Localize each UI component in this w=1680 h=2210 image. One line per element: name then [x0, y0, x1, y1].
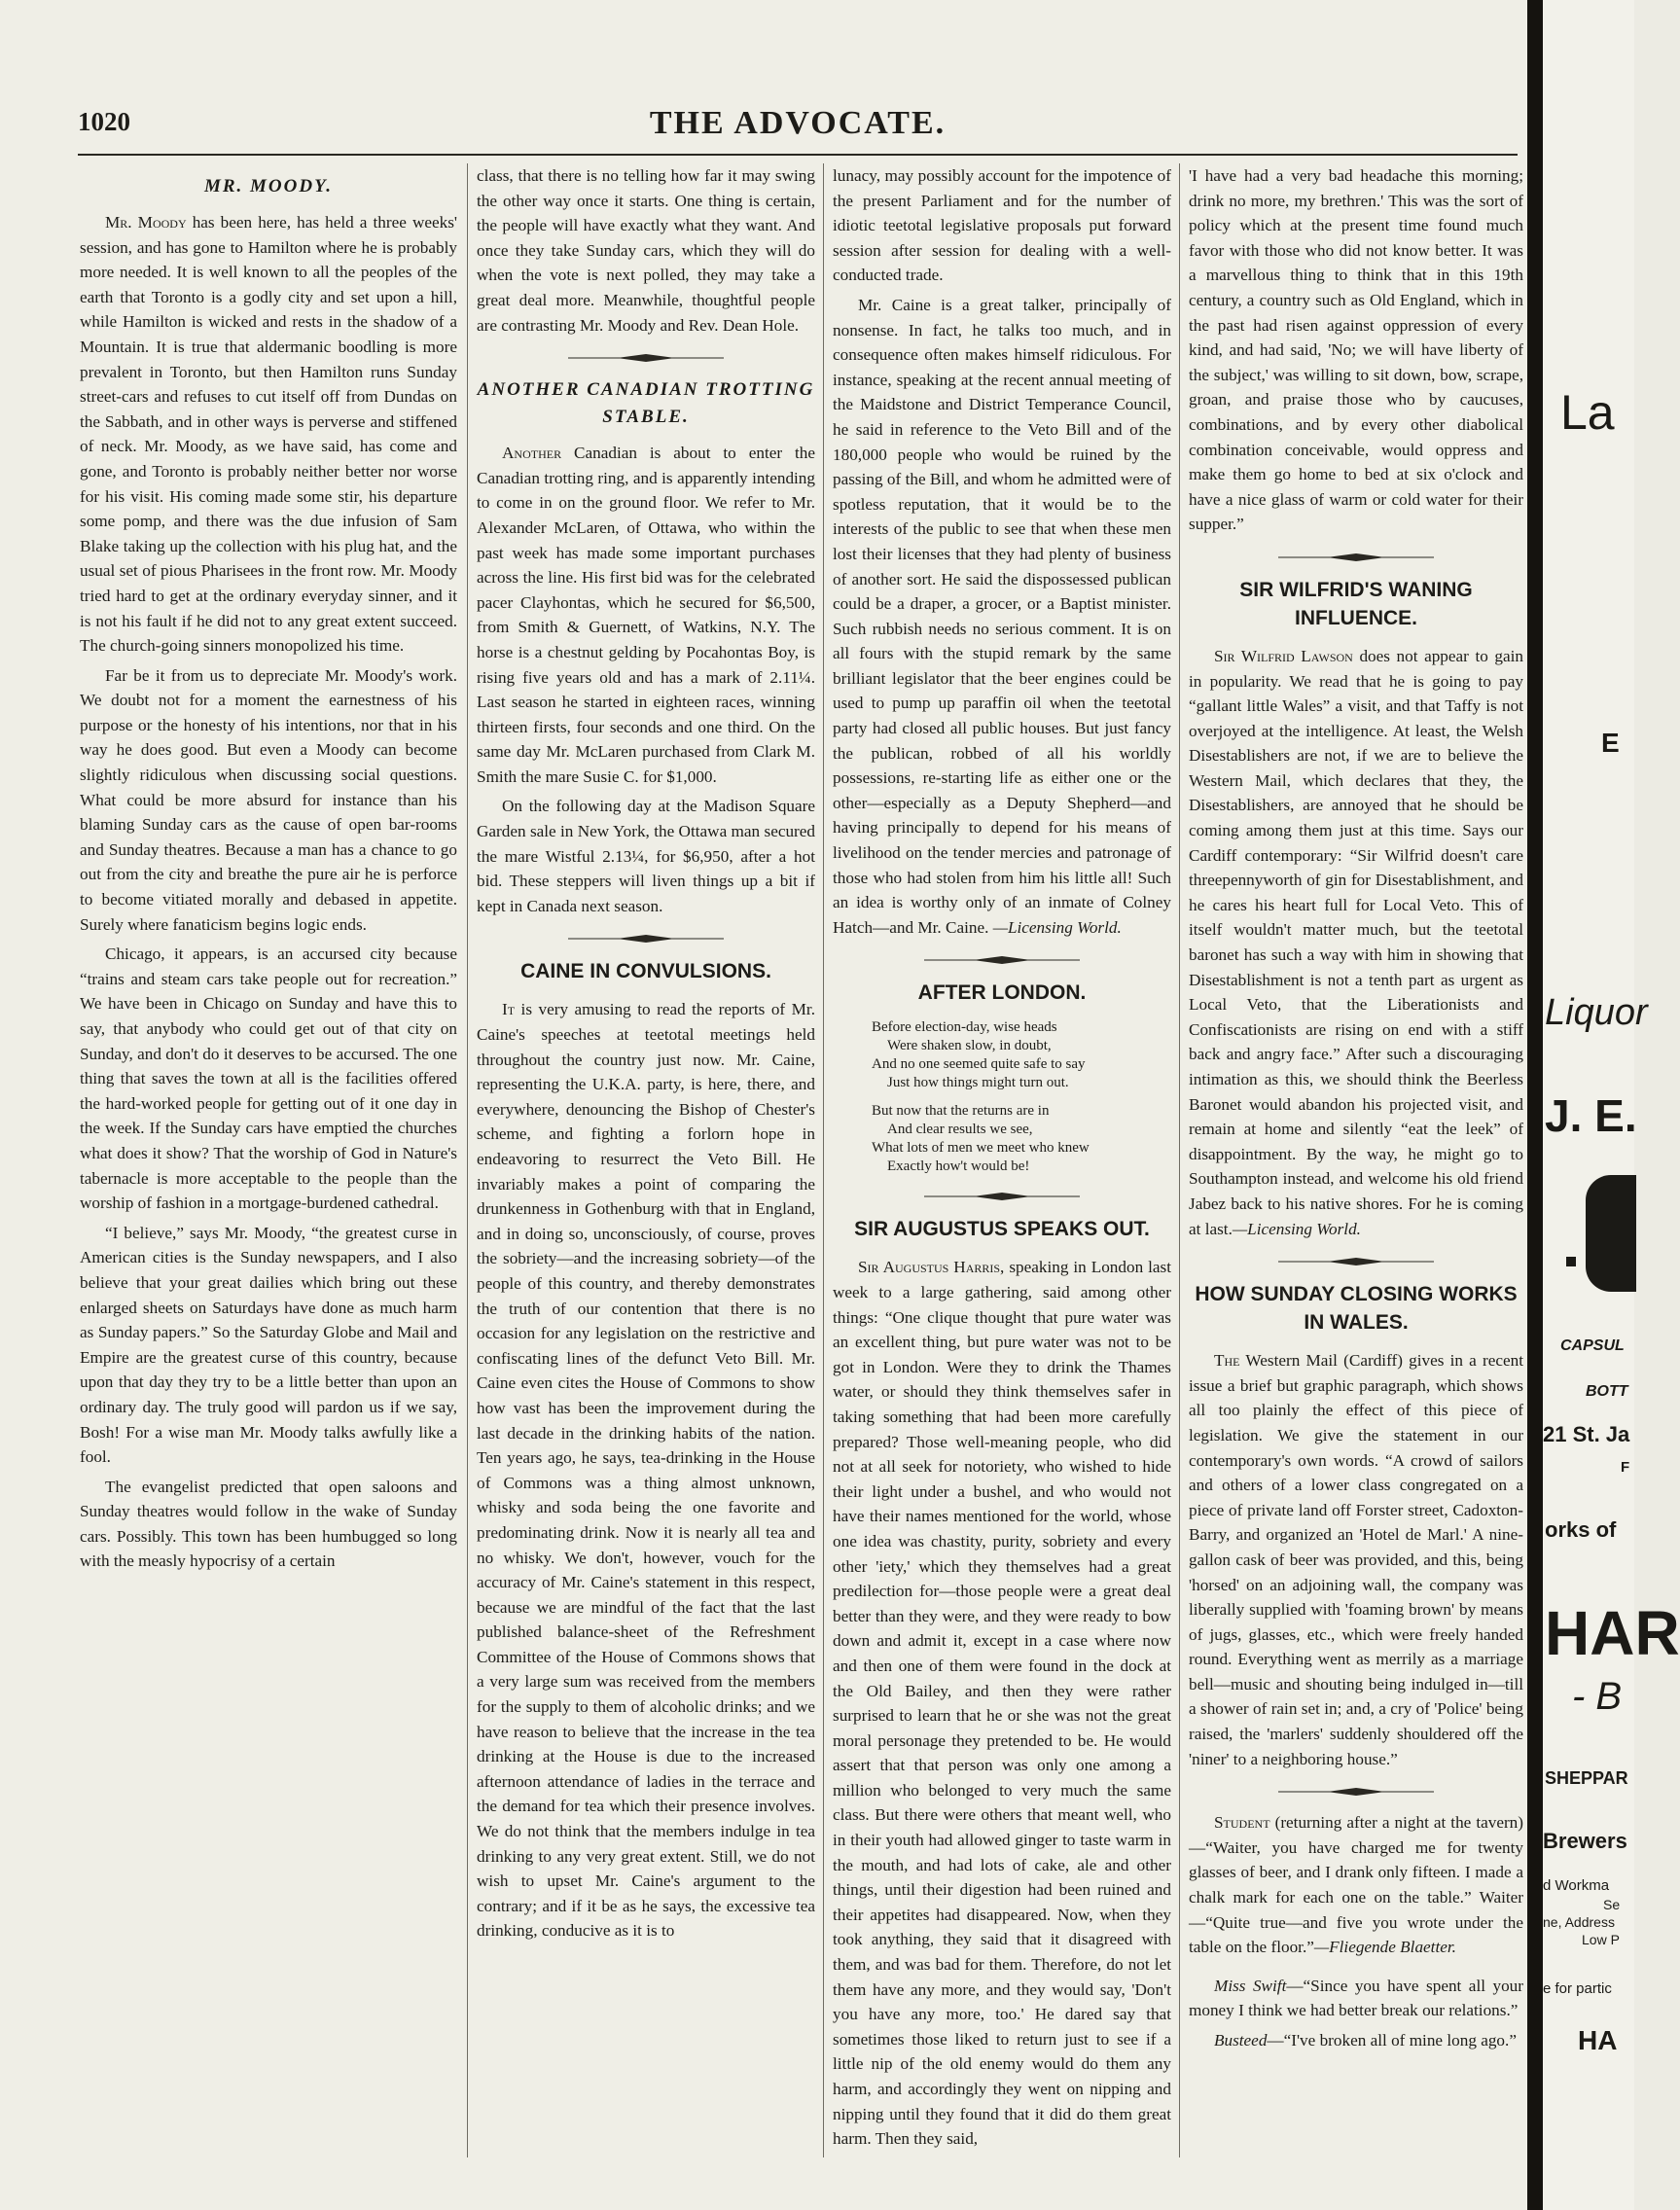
masthead-title: THE ADVOCATE. [649, 105, 947, 141]
article-continuation: lunacy, may possibly account for the impotence of the present Parliament and for the number of idiotic teetotal legislative proposals put forward session after session for dealing with a well-conducted trade. [833, 166, 1171, 285]
adjacent-text: BOTT [1586, 1383, 1628, 1400]
poem-line: What lots of men we meet who knew [872, 1140, 1090, 1157]
page-number: 1020 [78, 107, 130, 136]
section-ornament [1278, 552, 1434, 562]
article-paragraph: On the following day at the Madison Square Garden sale in New York, the Ottawa man secured the mare Wistful 2.13¼, for $6,950, after a hot bid. These steppers will liven things up a bit if kept in Canada next season. [477, 797, 815, 915]
adjacent-dark-shape [1586, 1175, 1636, 1292]
lead-words: Mr. Moody [105, 213, 187, 232]
article-heading-trotting-stable: ANOTHER CANADIAN TROTTING STABLE. [477, 379, 815, 428]
source-credit: —Licensing World. [992, 917, 1122, 937]
adjacent-text: Brewers [1543, 1829, 1627, 1853]
poem-line: Just how things might turn out. [887, 1075, 1069, 1091]
binding-gutter [1527, 0, 1543, 2210]
poem-line: Before election-day, wise heads [872, 1019, 1057, 1036]
lead-words: Miss Swift [1214, 1976, 1287, 1995]
article-paragraph: Mr. Moody has been here, has held a three weeks' session, and has gone to Hamilton where he is probably more needed. It is well known to all the peoples of the earth that Toronto is a godly city and set upon a hill, while Hamilton is wicked and rests in the shadow of a Mountain. It is true that aldermanic boodling is more prevalent in Toronto, but then Hamilton runs Sunday street-cars and refuses to cut itself off from Dundas on the Sabbath, and in other ways is perverse and stiffened of neck. Mr. Moody, as we have said, has come and gone, and Toronto is probably neither better nor worse for his visit. His coming made some stir, his departure some pomp, and there was the due infusion of Sam Blake taking up the collection with his plug hat, and the usual set of pious Pharisees in the front row. Mr. Moody tried hard to get at the ordinary everyday sinner, and it is not his fault if he did not to any great extent succeed. The church-going sinners monopolized his time. [80, 213, 457, 656]
adjacent-text: CAPSUL [1560, 1337, 1625, 1354]
article-continuation: class, that there is no telling how far it may swing the other way once it starts. One thing is certain, the people will have exactly what they want. And once they take Sunday cars, which they will do when the vote is next polled, they may take a great deal more. Meanwhile, thoughtful people are contrasting Mr. Moody and Rev. Dean Hole. [477, 166, 815, 335]
header-rule [78, 154, 1518, 156]
joke-paragraph: Busteed—“I've broken all of mine long ago.” [1214, 2031, 1517, 2050]
lead-words: The [1214, 1351, 1240, 1371]
article-paragraph: Another Canadian is about to enter the Canadian trotting ring, and is apparently intending to come in on the ground floor. We refer to Mr. Alexander McLaren, of Ottawa, who within the past week has made some important purchases across the line. His first bid was for the celebrated pacer Clayhontas, which he secured for $6,500, from Smith & Guernett, of Watkins, N.Y. The horse is a chestnut gelding by Pocahontas Boy, is rising five years old and has a mark of 2.11¼. Last season he started in eighteen races, winning thirteen firsts, four seconds and one third. On the same day Mr. McLaren purchased from Clark M. Smith the mare Susie C. for $1,000. [477, 444, 816, 786]
adjacent-text: SHEPPAR [1545, 1768, 1628, 1788]
article-paragraph: The evangelist predicted that open saloons and Sunday theatres would follow in the wake of Sunday cars. Possibly. This town has been humbugged so long with the measly hypocrisy of a certain [80, 1477, 457, 1571]
lead-words: Sir Augustus Harris, [858, 1258, 1005, 1277]
poem-line: And clear results we see, [887, 1122, 1033, 1138]
section-ornament [1278, 1257, 1434, 1266]
poem [872, 1018, 1171, 1176]
adjacent-text: Liquor [1545, 992, 1648, 1033]
article-paragraph: Far be it from us to depreciate Mr. Moody's work. We doubt not for a moment the earnestness of his purpose or the honesty of his intentions, nor that in his way he does good. But even a Moody can become slightly ridiculous when discussing social questions. What could be more absurd for instance than his blaming Sunday cars as the cause of open bar-rooms and Sunday theatres. Because a man has a chance to go out from the city and breathe the pure air he is perforce to become vitiated morally and debased in appetite. Surely where fanaticism begins logic ends. [80, 665, 457, 934]
adjacent-text: d Workma [1543, 1877, 1610, 1894]
section-ornament [924, 1192, 1080, 1201]
article-continuation: 'I have had a very bad headache this morning; drink no more, my brethren.' This was the sort of policy which at the present time found much favor with those who did not know better. It was a marvellous thing to think that in this 19th century, a country such as Old England, which in the past had risen against oppression of every kind, and had said, 'No; we will have liberty of the subject,' was willing to sit down, bow, scrape, groan, and praise those who by caucuses, combinations, and by every other diabolical combination conceivable, would oppress and make them go home to bed at six o'clock and have a nice glass of warm or cold water for their supper.” [1189, 166, 1523, 534]
adjacent-text: 21 St. Ja [1543, 1422, 1630, 1446]
adjacent-text: e for partic [1543, 1980, 1612, 1997]
article-paragraph: Sir Augustus Harris, speaking in London last week to a large gathering, said among other things: “One clique thought that pure water was an excellent thing, but pure water was not to be got in London. Were they to drink the Thames water, or should they think themselves safer in taking something that had been more carefully prepared? Those well-meaning people, who did not at all seek for notoriety, who wished to hide their light under a bushel, and who would not have their names mentioned for the world, whose one idea was chastity, purity, sobriety and every other 'iety,' which they themselves had a great predilection for—those people were a great deal better than they were, and they were ready to bow down and admit it, except in a case where now and then one of them were found in the dock at the Old Bailey, and then they were rather surprised to learn that he or she was not the great moral personage they pretended to be. He would assert that that person was only one among a million who belonged to very much the same class. But there were others that meant well, who in their youth had allowed ginger to taste warm in the mouth, and had lots of cake, ale and other things, until their digestion had been ruined and their appetites had disappeared. Now, when they took anything, they said that it disagreed with them, and was bad for them. Therefore, do not let them have any more, and they would say, 'Don't you have any more, too.' He dared say that sometimes those liked to return just to see if a little nip of the old enemy would do them any harm, and accordingly they went on nipping and nipping until they found that it did do them great harm. Then they said, [833, 1258, 1171, 2149]
article-paragraph: “I believe,” says Mr. Moody, “the greatest curse in American cities is the Sunday newspapers, and I also believe that your great dailies which bring out these enlarged sheets on Saturdays have done as much harm as Sunday papers.” So the Saturday Globe and Mail and Empire are the greatest curse of this country, because upon that day they try to be a little better than upon an ordinary day. The truly good will pardon us if we say, Bosh! For a wise man Mr. Moody talks awfully like a fool. [80, 1223, 457, 1467]
adjacent-bullet [1566, 1257, 1576, 1266]
section-ornament [924, 955, 1080, 965]
column-4 [1189, 163, 1523, 2167]
adjacent-text: HA [1578, 2025, 1618, 2055]
adjacent-text: E [1601, 728, 1620, 758]
section-ornament [568, 353, 724, 363]
poem-line: Were shaken slow, in doubt, [887, 1038, 1052, 1054]
adjacent-text: F [1621, 1459, 1630, 1476]
column-3 [833, 163, 1171, 2167]
article-heading-sunday-closing: HOW SUNDAY CLOSING WORKS IN WALES. [1195, 1283, 1518, 1335]
source-credit: —Licensing World. [1232, 1219, 1361, 1238]
joke-paragraph: Student (returning after a night at the tavern)—“Waiter, you have charged me for twenty glasses of beer, and I drank only fifteen. I made a chalk mark for each one on the table.” Waiter—“Quite true—and five you wrote under the table on the floor.”—Fliegende Blaetter. [1189, 1813, 1524, 1957]
adjacent-text: ne, Address [1543, 1914, 1615, 1930]
adjacent-text: orks of [1545, 1517, 1617, 1542]
lead-words: Student [1214, 1813, 1270, 1833]
article-heading-mr-moody: MR. MOODY. [203, 176, 334, 196]
article-heading-sir-augustus: SIR AUGUSTUS SPEAKS OUT. [854, 1218, 1150, 1241]
article-paragraph: Chicago, it appears, is an accursed city because “trains and steam cars take people out for recreation.” We have been in Chicago on Sunday and have this to say, that anybody who could get out of that city on Sunday, and don't do it deserves to be accursed. The one thing that saves the town at all is the facilities offered the hard-worked people for getting out of it one day in the week. If the Sunday cars have emptied the churches what does it show? That the worship of God in Nature's tabernacle is more acceptable to the people than the worship of fashion in a mortgage-burdened cathedral. [80, 945, 457, 1213]
poem-line: And no one seemed quite safe to say [872, 1056, 1086, 1073]
article-heading-caine: CAINE IN CONVULSIONS. [520, 960, 771, 983]
lead-words: Busteed [1214, 2031, 1268, 2050]
lead-words: It [502, 1000, 516, 1019]
column-1 [80, 163, 457, 2167]
article-paragraph: Mr. Caine is a great talker, principally of nonsense. In fact, he talks too much, and in consequence often makes himself ridiculous. For instance, speaking at the recent annual meeting of the Maidstone and District Temperance Council, he said in reference to the Veto Bill and of the 180,000 people who would be ruined by the passing of the Bill, and whom he admitted were of spotless reputation, that it would be to the interests of the public to see that when these men lost their licenses that they had plenty of business of another sort. He said the dispossessed publican could be a draper, a grocer, or a Baptist minister. Such rubbish needs no serious comment. It is on all fours with the stupid remark by the same brilliant legislator that the beer engines could be used to pump up paraffin oil when the teetotal party had closed all public houses. But just fancy the publican, robbed of all his worldly possessions, re-starting life as either one or the other—especially as a Deputy Shepherd—and having principally to depend for his means of livelihood on the tender mercies and patronage of those who had stolen from him his little all! Such an idea is worthy only of an inmate of Colney Hatch—and Mr. Caine. —Licensing World. [833, 295, 1171, 937]
section-ornament [1278, 1787, 1434, 1797]
adjacent-text: Low P [1582, 1932, 1620, 1947]
adjacent-text: La [1560, 385, 1615, 440]
column-divider [1179, 163, 1180, 2157]
adjacent-text: J. E. [1545, 1090, 1637, 1141]
page-header [78, 105, 1518, 148]
lead-words: Another [502, 444, 562, 463]
adjacent-text: HAR [1545, 1598, 1680, 1668]
adjacent-text: - B [1572, 1675, 1623, 1718]
article-paragraph: The Western Mail (Cardiff) gives in a recent issue a brief but graphic paragraph, which shows all too plainly the effect of this piece of legislation. We give the statement in our contemporary's own words. “A crowd of sailors and others of a lower class congregated on a piece of private land off Forster street, Cadoxton-Barry, and organized an 'Hotel de Marl.' A nine-gallon cask of beer was provided, and this, being 'horsed' on an adjoining wall, the company was liberally supplied with 'foaming brown' by means of jugs, glasses, etc., which were freely handed round. Everything went as merrily as a marriage bell—music and shouting being indulged in—till a shower of rain set in; and, a cry of 'Police' being raised, the 'marlers' suddenly shouldered off the 'niner' to a neighboring house.” [1189, 1351, 1523, 1768]
column-2 [477, 163, 815, 2167]
source-credit: —Fliegende Blaetter. [1313, 1938, 1456, 1957]
poem-line: Exactly how't would be! [887, 1158, 1030, 1175]
article-paragraph: It is very amusing to read the reports of Mr. Caine's speeches at teetotal meetings held throughout the country just now. Mr. Caine, representing the U.K.A. party, is here, there, and everywhere, denouncing the Bishop of Chester's scheme, and fighting a forlorn hope in endeavoring to resurrect the Veto Bill. He invariably makes a point of comparing the drunkenness in Gothenburg with that in England, and in doing so, unconsciously, of course, proves the sobriety—and the increasing sobriety—of the people of this country, and thereby demonstrates the truth of our contention that there is no occasion for any legislation on the restrictive and confiscating lines of the defunct Veto Bill. Mr. Caine even cites the House of Commons to show how vast has been the improvement during the last decade in the drinking habits of the nation. Ten years ago, he says, tea-drinking in the House of Commons was a thing almost unknown, whisky and soda being the one favorite and predominating drink. Now it is nearly all tea and no whisky. We don't, however, vouch for the accuracy of Mr. Caine's statement in this respect, because we are mindful of the fact that the last published balance-sheet of the Refreshment Committee of the House of Commons shows that a very large sum was received from the members for the supply to them of alcoholic drinks; and we have reason to believe that the increase in the tea drinking at the House is due to the increased afternoon attendance of ladies in the terrace and the demand for tea which their presence involves. We do not think that the members indulge in tea drinking to any very great extent. Still, we do not wish to upset Mr. Caine's argument to the contrary; and if it be as he says, the excessive tea drinking, conducive as it is to [477, 1000, 815, 1941]
article-heading-sir-wilfrid: SIR WILFRID'S WANING INFLUENCE. [1239, 578, 1473, 629]
column-divider [823, 163, 824, 2157]
adjacent-text: Se [1603, 1897, 1621, 1912]
poem-line: But now that the returns are in [872, 1103, 1050, 1120]
joke-paragraph: Miss Swift—“Since you have spent all your money I think we had better break our relations.” [1189, 1976, 1523, 2020]
section-ornament [568, 934, 724, 944]
article-heading-after-london: AFTER LONDON. [917, 981, 1087, 1005]
lead-words: Sir Wilfrid Lawson [1214, 646, 1353, 665]
column-divider [467, 163, 468, 2157]
adjacent-page-fragment [1543, 0, 1680, 2210]
article-paragraph: Sir Wilfrid Lawson does not appear to gain in popularity. We read that he is going to pay “gallant little Wales” a visit, and that Taffy is not overjoyed at the intelligence. At least, the Welsh Disestablishers are not, if we are to believe the Western Mail, which declares that they, the Disestablishers, are annoyed that he should be coming among them just at this time. Says our Cardiff contemporary: “Sir Wilfrid doesn't care threepennyworth of gin for Disestablishment, and he cares his heart full for Local Veto. This of itself wouldn't matter much, but the teetotal baronet has such a way with him in showing that Disestablishment is not a tenth part as urgent as Local Veto, that the Liberationists and Confiscationists are rising on end with a stiff back and angry face.” After such a discouraging intimation as this, we should think the Beerless Baronet would abandon his projected visit, and remain at home and silently “eat the leek” of disappointment. By the way, he might go to Southampton instead, and welcome his old friend Jabez back to his native shores. For he is coming at last.—Licensing World. [1189, 646, 1523, 1238]
